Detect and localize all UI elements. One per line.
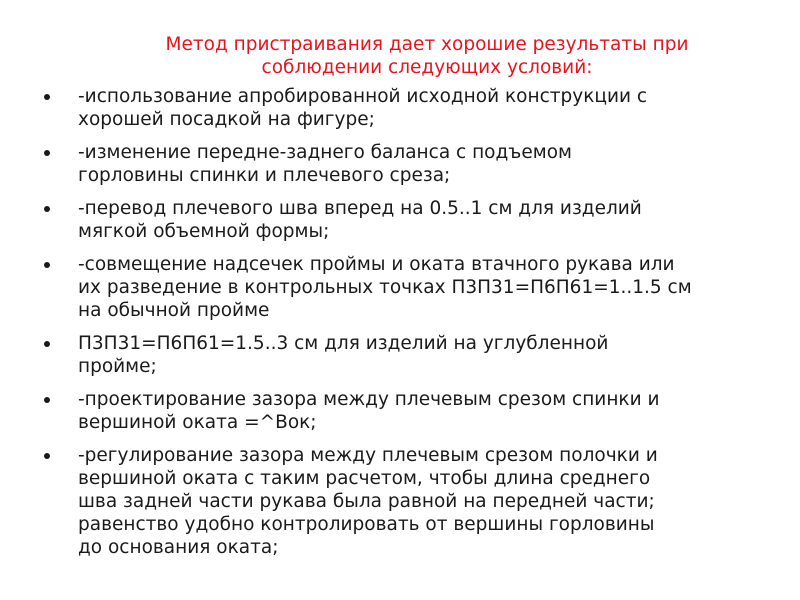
list-item-text: -регулирование зазора между плечевым срезом полочки и вершиной оката с таким расчетом, чтобы длина среднего шва задней части рукава была равной на передней части; равенство удобно контролировать от вершины горловины до основания оката; — [78, 445, 658, 558]
bullet-icon — [44, 453, 50, 459]
list-item — [44, 253, 770, 322]
list-item — [44, 388, 770, 434]
bullet-icon — [44, 206, 50, 212]
bullet-icon — [44, 150, 50, 156]
list-item — [44, 141, 770, 187]
bullet-icon — [44, 341, 50, 347]
list-item-text: -перевод плечевого шва вперед на 0.5..1 см для изделий мягкой объемной формы; — [78, 198, 642, 242]
bullet-icon — [44, 262, 50, 268]
list-item — [44, 332, 770, 378]
list-item-text: -проектирование зазора между плечевым срезом спинки и вершиной оката =^Вок; — [78, 389, 660, 433]
list-item-text: -совмещение надсечек проймы и оката втачного рукава или их разведение в контрольных точках П3П31=П6П61=1..1.5 см на обычной пройме — [78, 254, 692, 321]
list-item — [44, 197, 770, 243]
slide-title: Метод пристраивания дает хорошие результаты при соблюдении следующих условий: — [165, 34, 689, 78]
condition-list — [44, 85, 770, 559]
list-item-text: П3П31=П6П61=1.5..3 см для изделий на углубленной пройме; — [78, 333, 609, 377]
list-item-text: -использование апробированной исходной конструкции с хорошей посадкой на фигуре; — [78, 86, 648, 130]
list-item — [44, 444, 770, 559]
bullet-icon — [44, 94, 50, 100]
bullet-icon — [44, 397, 50, 403]
list-item — [44, 85, 770, 131]
list-item-text: -изменение передне-заднего баланса с подъемом горловины спинки и плечевого среза; — [78, 142, 572, 186]
